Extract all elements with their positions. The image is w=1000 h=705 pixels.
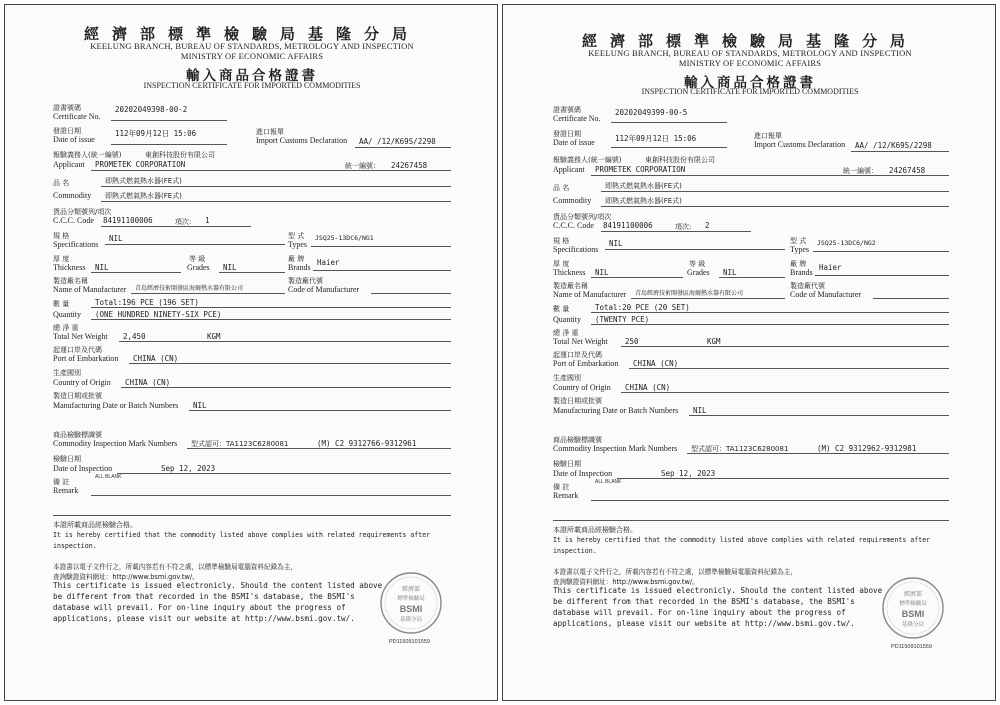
item-value: 1 (205, 216, 210, 225)
brand-value: Haier (819, 263, 842, 272)
thick-label-zh: 厚 度 (53, 255, 70, 263)
comply-en-1: It is hereby certified that the commodity listed above complies with related requirements after (53, 531, 431, 539)
seal-text-bsmi: BSMI (901, 609, 925, 619)
applicant-name: PROMETEK CORPORATION (95, 160, 186, 169)
spec-value: NIL (109, 234, 123, 243)
underline (591, 500, 949, 501)
mark-value: 型式認可：TA1123C6280081 (691, 445, 789, 453)
underline (629, 368, 949, 369)
comply-zh: 本證所載商品經檢驗合格。 (53, 521, 137, 529)
underline (105, 244, 285, 245)
electronic-en-3: database will prevail. For on-line inquiry about the progress of (53, 603, 346, 612)
origin-label: Country of Origin (53, 378, 111, 387)
underline (611, 122, 727, 123)
mfr-value: 青島經濟技術開發區海爾熱水器有限公司 (635, 290, 744, 297)
issue-date-value: 112年09月12日 15:06 (115, 129, 197, 138)
type-label-zh: 型 式 (790, 237, 807, 245)
underline (119, 341, 451, 342)
applicant-name: PROMETEK CORPORATION (595, 165, 686, 174)
weight-label-zh: 總 淨 重 (53, 324, 79, 332)
certificate-body (5, 5, 498, 701)
applicant-label: Applicant (553, 165, 585, 174)
grade-label: Grades (187, 263, 210, 272)
mdate-value: NIL (193, 401, 207, 410)
mdate-label: Manufacturing Date or Batch Numbers (53, 401, 179, 410)
insp-label: Date of Inspection (553, 469, 613, 478)
mfr-code-label-zh: 製造廠代號 (288, 277, 323, 285)
commodity-value-zh: 即熱式燃氣熱水器(FE式) (605, 182, 682, 190)
issue-label-zh: 發證日期 (553, 130, 581, 138)
spec-label-zh: 規 格 (553, 237, 570, 245)
ccc-value: 84191100006 (603, 221, 653, 230)
underline (591, 312, 949, 313)
weight-label-zh: 總 淨 重 (553, 329, 579, 337)
underline (101, 201, 451, 202)
origin-label: Country of Origin (553, 383, 611, 392)
seal-text-bottom: 基隆分局 (901, 622, 925, 628)
underline (131, 293, 285, 294)
underline (117, 473, 451, 474)
grade-label-zh: 等 級 (189, 255, 206, 263)
grade-value: NIL (223, 263, 237, 272)
seal-text-top: 經濟部 (401, 586, 421, 593)
thick-label: Thickness (553, 268, 586, 277)
electronic-zh-2: 查詢驗證資料網址：http://www.bsmi.gov.tw/。 (53, 573, 199, 581)
underline (873, 298, 949, 299)
insp-label: Date of Inspection (53, 464, 113, 473)
qty-words: (TWENTY PCE) (595, 315, 650, 324)
port-label-zh: 起運口岸及代碼 (553, 351, 602, 359)
underline (617, 478, 949, 479)
mfr-label-zh: 製造廠名稱 (553, 282, 588, 290)
import-label-zh: 進口報單 (754, 132, 782, 140)
certificate-left (4, 4, 498, 701)
remark-label-zh: 備 註 (53, 478, 70, 486)
mdate-label: Manufacturing Date or Batch Numbers (553, 406, 679, 415)
ccc-label: C.C.C. Code (53, 216, 94, 225)
mfr-code-label-zh: 製造廠代號 (790, 282, 825, 290)
underline (187, 448, 451, 449)
underline (311, 246, 451, 247)
applicant-label-zh: 報驗義務人(統一編號) (553, 156, 622, 164)
port-label: Port of Embarkation (53, 354, 119, 363)
mark-label-zh: 商品檢驗標識號 (553, 436, 602, 444)
seal-text-bsmi: BSMI (399, 604, 423, 614)
underline (129, 363, 451, 364)
brand-label-zh: 廠 牌 (790, 260, 807, 268)
title-en: INSPECTION CERTIFICATE FOR IMPORTED COMMODITIES (641, 87, 859, 96)
cert-no-label-zh: 證書號碼 (53, 104, 81, 112)
import-decl-value: AA/ /12/K69S/2298 (359, 137, 436, 146)
insp-value: Sep 12, 2023 (161, 464, 216, 473)
uid-value: 24267458 (889, 166, 926, 175)
item-label: 項次: (675, 223, 692, 231)
header-en-ministry: MINISTRY OF ECONOMIC AFFAIRS (180, 51, 324, 61)
type-label: Types (288, 240, 307, 249)
comply-en-1: It is hereby certified that the commodity listed above complies with related requirements after (553, 536, 931, 544)
uid-label: 統一編號： (345, 162, 380, 170)
underline (91, 319, 451, 320)
underline (813, 251, 949, 252)
weight-value: 2,450 (123, 332, 146, 341)
insp-label-zh: 檢驗日期 (53, 455, 81, 463)
commodity-label: Commodity (553, 196, 592, 205)
origin-value: CHINA (CN) (125, 378, 171, 387)
remark-value: ALL BLANK (595, 479, 622, 485)
applicant-label: Applicant (53, 160, 85, 169)
underline (689, 415, 949, 416)
port-label: Port of Embarkation (553, 359, 619, 368)
spec-value: NIL (609, 239, 623, 248)
serial-number: PD11509101559 (389, 639, 430, 645)
thick-label-zh: 厚 度 (553, 260, 570, 268)
commodity-label-zh: 品 名 (53, 179, 70, 187)
brand-label: Brands (288, 263, 311, 272)
underline (91, 170, 451, 171)
electronic-en-4: applications, please visit our website at http://www.bsmi.gov.tw/. (53, 614, 355, 623)
mfr-label-zh: 製造廠名稱 (53, 277, 88, 285)
qty-label: Quantity (53, 310, 81, 319)
underline (815, 275, 949, 276)
underline (687, 453, 949, 454)
header-zh: 經濟部標準檢驗局基隆分局 (581, 32, 918, 50)
qty-words: (ONE HUNDRED NINETY-SIX PCE) (95, 310, 222, 319)
electronic-zh-1: 本證書以電子文件行之，所載內容若有不符之處，以標準檢驗局電腦資料紀錄為主， (553, 568, 797, 576)
electronic-zh-2: 查詢驗證資料網址：http://www.bsmi.gov.tw/。 (553, 578, 699, 586)
type-value: JSQ25-13DC6/NG2 (817, 239, 876, 247)
brand-label-zh: 廠 牌 (288, 255, 305, 263)
thick-label: Thickness (53, 263, 86, 272)
electronic-zh-1: 本證書以電子文件行之，所載內容若有不符之處，以標準檢驗局電腦資料紀錄為主， (53, 563, 297, 571)
bsmi-seal-icon (881, 576, 945, 640)
title-en: INSPECTION CERTIFICATE FOR IMPORTED COMMODITIES (143, 81, 361, 90)
mfr-code-label: Code of Manufacturer (288, 285, 360, 294)
ccc-label-zh: 貨品分類號列/項次 (553, 213, 612, 221)
underline (91, 272, 181, 273)
mdate-label-zh: 製造日期或批號 (553, 397, 602, 405)
applicant-label-zh: 報驗義務人(統一編號) (53, 151, 122, 159)
issue-label: Date of issue (553, 138, 595, 147)
title-zh: 輸入商品合格證書 (186, 68, 318, 84)
underline (601, 191, 949, 192)
underline (601, 231, 751, 232)
port-label-zh: 起運口岸及代碼 (53, 346, 102, 354)
underline (313, 270, 451, 271)
insp-label-zh: 檢驗日期 (553, 460, 581, 468)
grade-label-zh: 等 級 (689, 260, 706, 268)
ccc-value: 84191100006 (103, 216, 153, 225)
remark-label: Remark (53, 486, 79, 495)
underline (591, 324, 949, 325)
weight-unit: KGM (707, 337, 721, 346)
type-value: JSQ25-13DC6/NG1 (315, 234, 374, 242)
seal-text-mid: 標準檢驗局 (397, 596, 425, 602)
import-label: Import Customs Declaration (256, 136, 348, 145)
divider (553, 520, 949, 521)
underline (355, 147, 451, 148)
import-label: Import Customs Declaration (754, 140, 846, 149)
qty-label-zh: 數 量 (53, 300, 70, 308)
commodity-label: Commodity (53, 191, 92, 200)
underline (111, 144, 227, 145)
underline (719, 277, 785, 278)
underline (631, 298, 785, 299)
divider (53, 515, 451, 516)
electronic-en-1: This certificate is issued electronicly. Should the content listed above (53, 581, 383, 590)
origin-label-zh: 生產國別 (53, 369, 81, 377)
commodity-value: 即熱式燃氣熱水器(FE式) (605, 197, 682, 205)
underline (101, 186, 451, 187)
brand-value: Haier (317, 258, 340, 267)
uid-label: 統一編號： (843, 167, 878, 175)
mfr-label: Name of Manufacturer (53, 285, 127, 294)
underline (371, 293, 451, 294)
origin-value: CHINA (CN) (625, 383, 671, 392)
brand-label: Brands (790, 268, 813, 277)
underline (611, 147, 727, 148)
seal-text-bottom: 基隆分局 (399, 617, 423, 623)
item-value: 2 (705, 221, 710, 230)
type-label: Types (790, 245, 809, 254)
underline (621, 346, 949, 347)
underline (851, 151, 949, 152)
underline (91, 307, 451, 308)
grade-value: NIL (723, 268, 737, 277)
thick-value: NIL (95, 263, 109, 272)
weight-unit: KGM (207, 332, 221, 341)
issue-date-value: 112年09月12日 15:06 (615, 134, 697, 143)
underline (189, 410, 451, 411)
type-label-zh: 型 式 (288, 232, 305, 240)
certificate-body (503, 5, 996, 701)
cert-no-value: 20202049398-00-2 (115, 105, 188, 114)
cert-no-label-zh: 證書號碼 (553, 106, 581, 114)
item-label: 項次: (175, 218, 192, 226)
applicant-name-zh: 東創科技股份有限公司 (145, 151, 215, 159)
qty-value: Total:196 PCE (196 SET) (95, 298, 199, 307)
certificate-right (502, 4, 996, 701)
issue-label-zh: 發證日期 (53, 127, 81, 135)
weight-value: 250 (625, 337, 639, 346)
import-decl-value: AA/ /12/K69S/2298 (855, 141, 932, 150)
qty-value: Total:20 PCE (20 SET) (595, 303, 690, 312)
mark-value: 型式認可：TA1123C6280081 (191, 440, 289, 448)
applicant-name-zh: 東創科技股份有限公司 (645, 156, 715, 164)
origin-label-zh: 生產國別 (553, 374, 581, 382)
electronic-en-3: database will prevail. For on-line inquiry about the progress of (553, 608, 846, 617)
mdate-value: NIL (693, 406, 707, 415)
mdate-label-zh: 製造日期或批號 (53, 392, 102, 400)
mfr-code-label: Code of Manufacturer (790, 290, 862, 299)
title-zh: 輸入商品合格證書 (684, 75, 816, 91)
commodity-label-zh: 品 名 (553, 184, 570, 192)
qty-label: Quantity (553, 315, 581, 324)
issue-label: Date of issue (53, 135, 95, 144)
bsmi-seal-icon (379, 571, 443, 635)
underline (91, 495, 451, 496)
comply-en-2: inspection. (53, 542, 97, 550)
remark-label-zh: 備 註 (553, 483, 570, 491)
remark-value: ALL BLANK (95, 474, 122, 480)
comply-zh: 本證所載商品經檢驗合格。 (553, 526, 637, 534)
cert-no-label: Certificate No. (53, 112, 101, 121)
spec-label: Specifications (553, 245, 599, 254)
header-en: KEELUNG BRANCH, BUREAU OF STANDARDS, METROLOGY AND INSPECTION (588, 48, 912, 58)
serial-number: PD11509101559 (891, 644, 932, 650)
comply-en-2: inspection. (553, 547, 597, 555)
thick-value: NIL (595, 268, 609, 277)
remark-label: Remark (553, 491, 579, 500)
mfr-label: Name of Manufacturer (553, 290, 627, 299)
ccc-label: C.C.C. Code (553, 221, 594, 230)
grade-label: Grades (687, 268, 710, 277)
seal-text-top: 經濟部 (903, 591, 923, 598)
underline (101, 226, 251, 227)
mfr-value: 青島經濟技術開發區海爾熱水器有限公司 (135, 285, 244, 292)
electronic-en-4: applications, please visit our website at http://www.bsmi.gov.tw/. (553, 619, 855, 628)
port-value: CHINA (CN) (133, 354, 179, 363)
port-value: CHINA (CN) (633, 359, 679, 368)
underline (605, 249, 785, 250)
mark-label-zh: 商品檢驗標識號 (53, 431, 102, 439)
commodity-value-zh: 即熱式燃氣熱水器(FE式) (105, 177, 182, 185)
mark-range: (M) C2 9312962-9312981 (817, 444, 917, 453)
weight-label: Total Net Weight (53, 332, 108, 341)
header-zh: 經濟部標準檢驗局基隆分局 (83, 25, 420, 43)
commodity-value: 即熱式燃氣熱水器(FE式) (105, 192, 182, 200)
electronic-en-1: This certificate is issued electronicly. Should the content listed above (553, 586, 883, 595)
seal-text-mid: 標準檢驗局 (899, 601, 927, 607)
weight-label: Total Net Weight (553, 337, 608, 346)
cert-no-label: Certificate No. (553, 114, 601, 123)
underline (601, 206, 949, 207)
underline (621, 392, 949, 393)
underline (591, 175, 949, 176)
spec-label: Specifications (53, 240, 99, 249)
mark-range: (M) C2 9312766-9312961 (317, 439, 417, 448)
import-label-zh: 進口報單 (256, 128, 284, 136)
header-en-ministry: MINISTRY OF ECONOMIC AFFAIRS (678, 58, 822, 68)
qty-label-zh: 數 量 (553, 305, 570, 313)
underline (591, 277, 683, 278)
underline (219, 272, 285, 273)
header-en: KEELUNG BRANCH, BUREAU OF STANDARDS, METROLOGY AND INSPECTION (90, 41, 414, 51)
insp-value: Sep 12, 2023 (661, 469, 716, 478)
ccc-label-zh: 貨品分類號列/項次 (53, 208, 112, 216)
electronic-en-2: be different from that recorded in the BSMI's database, the BSMI's (53, 592, 355, 601)
underline (111, 120, 227, 121)
mark-label: Commodity Inspection Mark Numbers (553, 444, 678, 453)
mark-label: Commodity Inspection Mark Numbers (53, 439, 178, 448)
uid-value: 24267458 (391, 161, 428, 170)
underline (121, 387, 451, 388)
spec-label-zh: 規 格 (53, 232, 70, 240)
electronic-en-2: be different from that recorded in the BSMI's database, the BSMI's (553, 597, 855, 606)
cert-no-value: 20202049399-00-5 (615, 108, 688, 117)
